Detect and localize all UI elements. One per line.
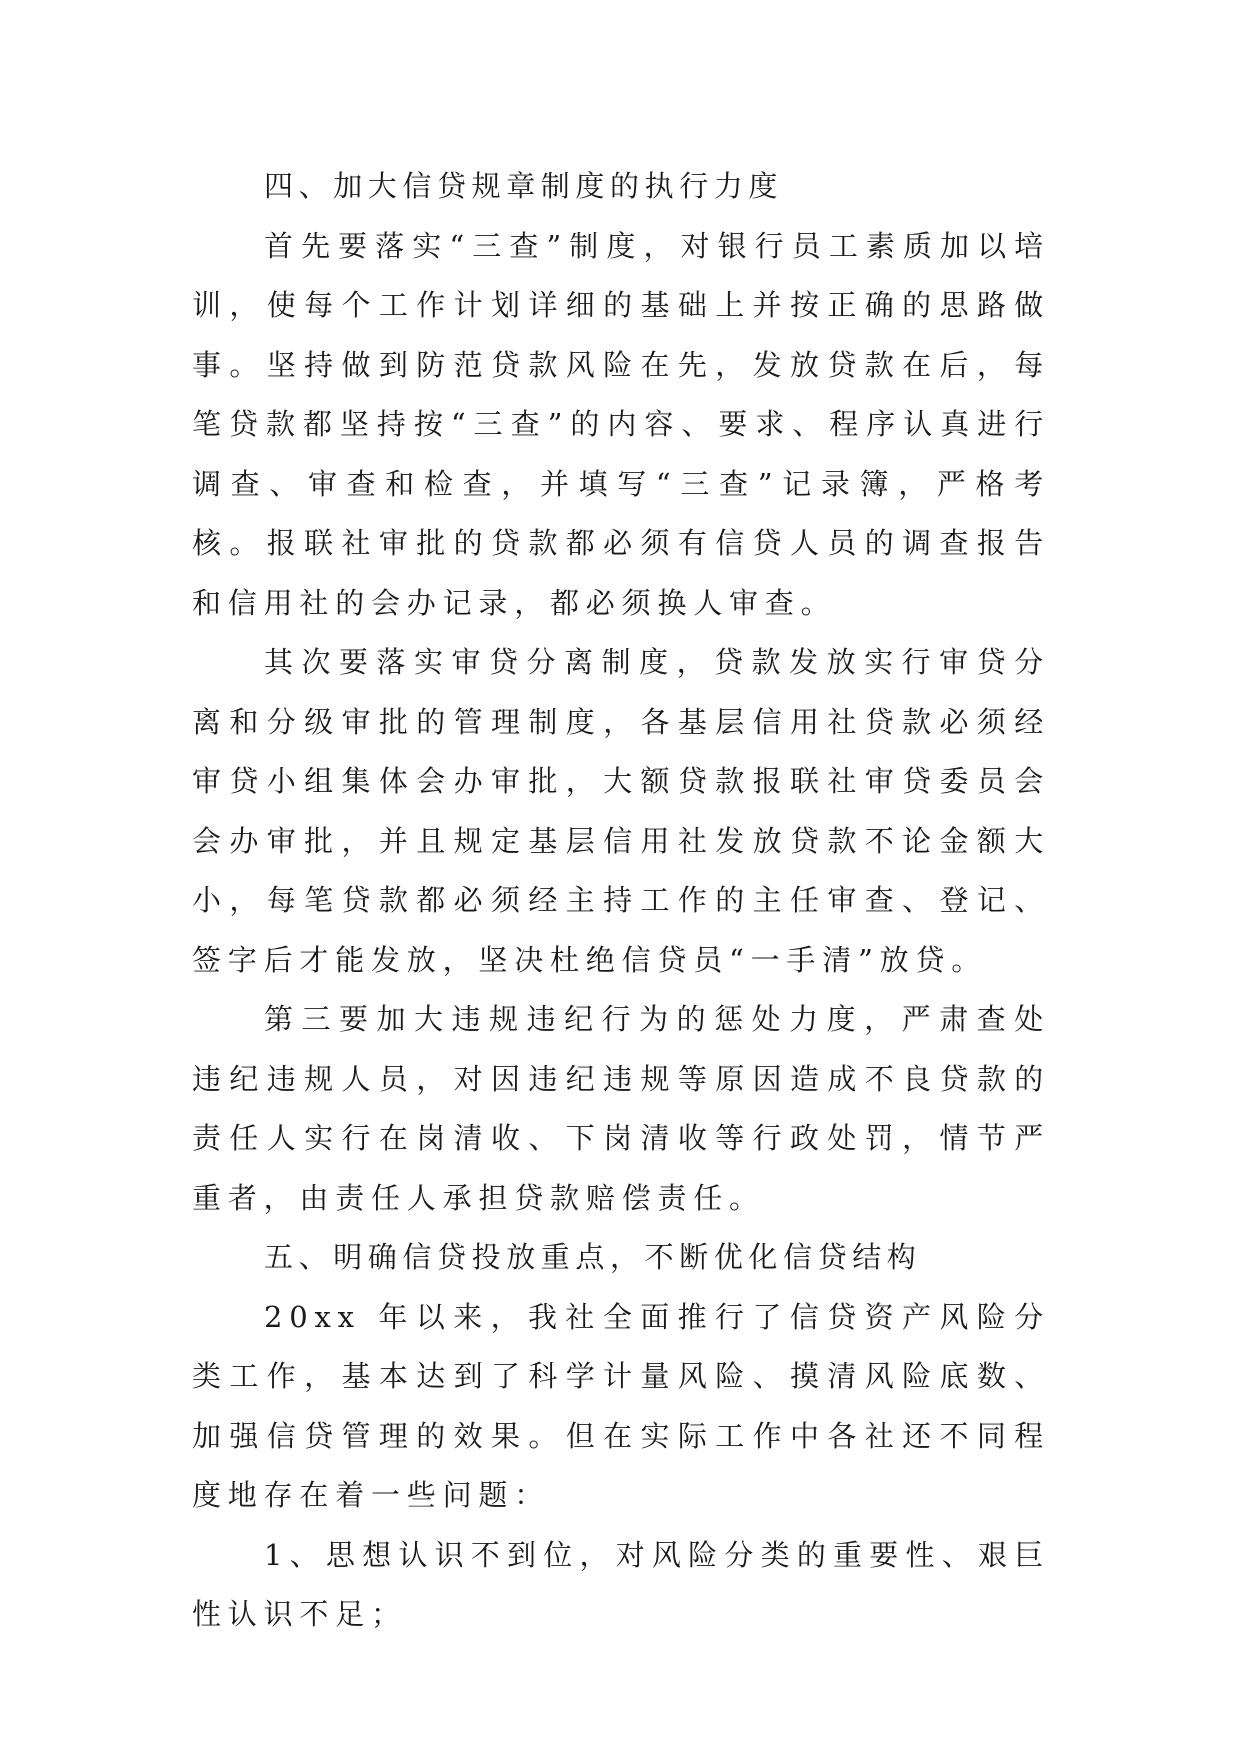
paragraph-risk-classification: 20xx 年以来，我社全面推行了信贷资产风险分类工作，基本达到了科学计量风险、摸清风险底数、加强信贷管理的效果。但在实际工作中各社还不同程度地存在着一些问题： [192,1299,1050,1512]
paragraph-separation: 其次要落实审贷分离制度，贷款发放实行审贷分离和分级审批的管理制度，各基层信用社贷款必须经审贷小组集体会办审批，大额贷款报联社审贷委员会会办审批，并且规定基层信用社发放贷款不论金额大小，每笔贷款都必须经主持工作的主任审查、登记、签字后才能发放，坚决杜绝信贷员“一手清”放贷。 [192,645,1050,977]
section-heading-4: 四、加大信贷规章制度的执行力度 [264,169,784,203]
paragraph-penalties: 第三要加大违规违纪行为的惩处力度，严肃查处违纪违规人员，对因违纪违规等原因造成不良贷款的责任人实行在岗清收、下岗清收等行政处罚，情节严重者，由责任人承担贷款赔偿责任。 [192,1002,1050,1215]
document-page [192,157,1050,1645]
section-heading-5: 五、明确信贷投放重点，不断优化信贷结构 [264,1240,922,1274]
paragraph-three-checks: 首先要落实“三查”制度，对银行员工素质加以培训，使每个工作计划详细的基础上并按正确的思路做事。坚持做到防范贷款风险在先，发放贷款在后，每笔贷款都坚持按“三查”的内容、要求、程序认真进行调查、审查和检查，并填写“三查”记录簿，严格考核。报联社审批的贷款都必须有信贷人员的调查报告和信用社的会办记录，都必须换人审查。 [192,228,1050,620]
paragraph-issue-1: 1、思想认识不到位，对风险分类的重要性、艰巨性认识不足； [192,1537,1050,1631]
